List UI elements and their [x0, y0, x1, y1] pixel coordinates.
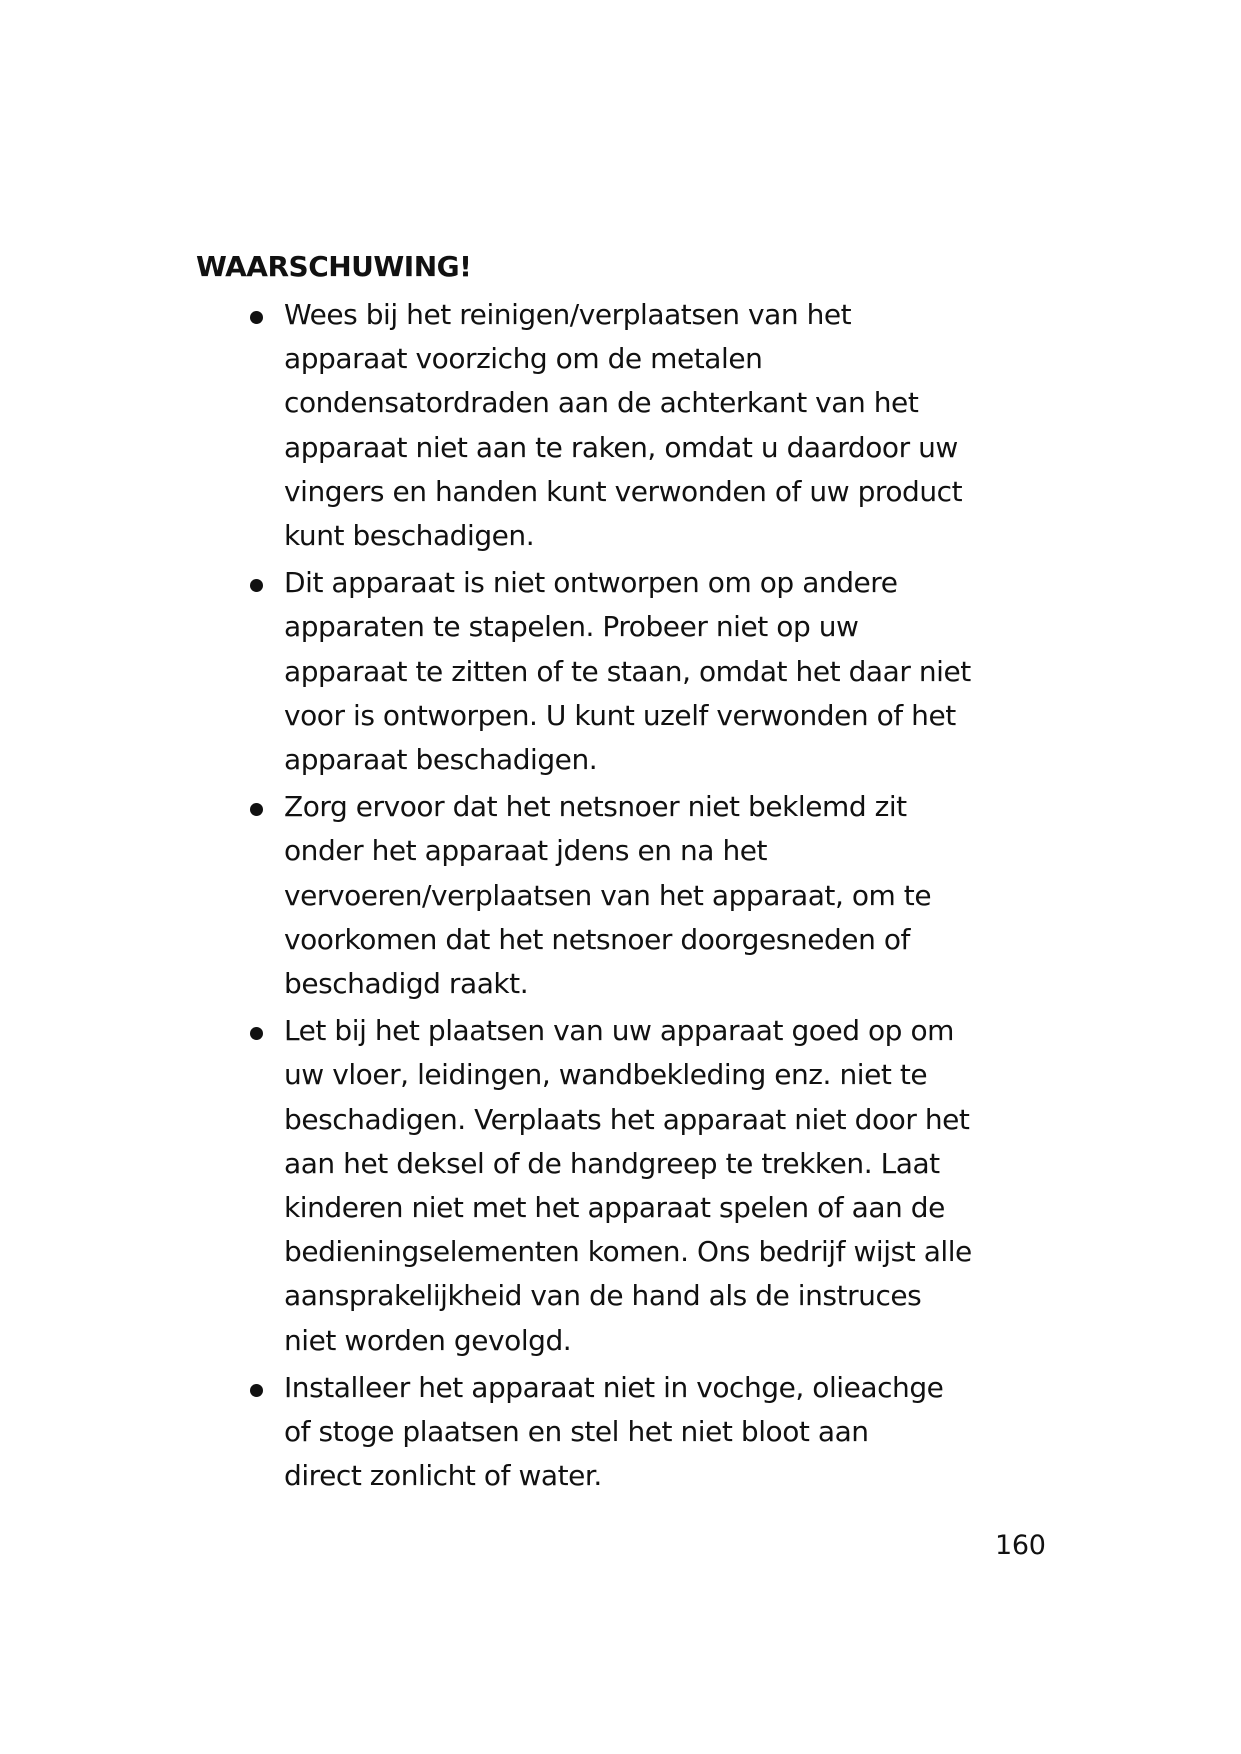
warning-text [284, 293, 962, 558]
warning-text-line: vingers en handen kunt verwonden of uw product [284, 474, 963, 508]
warning-text-line: apparaat te zitten of te staan, omdat het daar niet [284, 654, 971, 688]
warning-text-line: voor is ontworpen. U kunt uzelf verwonden of het [284, 698, 956, 732]
bullet-icon [250, 311, 263, 324]
warning-item [250, 1009, 1050, 1363]
warning-text-line: aansprakelijkheid van de hand als de instruces [284, 1279, 922, 1313]
warning-item [250, 1366, 1050, 1499]
warning-text-line: kunt beschadigen. [284, 519, 535, 553]
warning-text-line: apparaat voorzichg om de metalen [284, 342, 763, 376]
warning-text-line: apparaat niet aan te raken, omdat u daardoor uw [284, 430, 958, 464]
warning-item [250, 561, 1050, 782]
warning-list [250, 293, 1050, 1501]
warning-text [284, 785, 931, 1006]
warning-text [284, 1009, 972, 1363]
warning-item [250, 293, 1050, 558]
warning-text [284, 1366, 943, 1499]
warning-text-line: Dit apparaat is niet ontworpen om op andere [284, 566, 898, 600]
warning-heading: WAARSCHUWING! [196, 250, 472, 283]
warning-text-line: apparaten te stapelen. Probeer niet op uw [284, 610, 859, 644]
warning-text-line: niet worden gevolgd. [284, 1323, 572, 1357]
warning-text-line: Zorg ervoor dat het netsnoer niet beklemd zit [284, 790, 907, 824]
warning-text-line: of stoge plaatsen en stel het niet bloot aan [284, 1415, 869, 1449]
warning-text-line: onder het apparaat jdens en na het [284, 834, 768, 868]
warning-text-line: vervoeren/verplaatsen van het apparaat, om te [284, 878, 932, 912]
warning-item [250, 785, 1050, 1006]
warning-text-line: kinderen niet met het apparaat spelen of aan de [284, 1191, 945, 1225]
bullet-icon [250, 1384, 263, 1397]
warning-text-line: uw vloer, leidingen, wandbekleding enz. niet te [284, 1058, 928, 1092]
warning-text-line: bedieningselementen komen. Ons bedrijf wijst alle [284, 1235, 972, 1269]
warning-text-line: beschadigd raakt. [284, 967, 529, 1001]
warning-text-line: voorkomen dat het netsnoer doorgesneden of [284, 922, 910, 956]
warning-text-line: Let bij het plaatsen van uw apparaat goed op om [284, 1014, 954, 1048]
warning-text-line: apparaat beschadigen. [284, 743, 598, 777]
warning-text-line: direct zonlicht of water. [284, 1459, 602, 1493]
bullet-icon [250, 1027, 263, 1040]
bullet-icon [250, 579, 263, 592]
warning-text-line: condensatordraden aan de achterkant van het [284, 386, 919, 420]
warning-text-line: Installeer het apparaat niet in vochge, olieachge [284, 1370, 944, 1404]
warning-text-line: Wees bij het reinigen/verplaatsen van het [284, 298, 852, 331]
bullet-icon [250, 803, 263, 816]
warning-text-line: aan het deksel of de handgreep te trekken. Laat [284, 1146, 940, 1180]
page-number: 160 [995, 1530, 1046, 1561]
warning-text [284, 561, 971, 782]
warning-text-line: beschadigen. Verplaats het apparaat niet door het [284, 1102, 970, 1136]
